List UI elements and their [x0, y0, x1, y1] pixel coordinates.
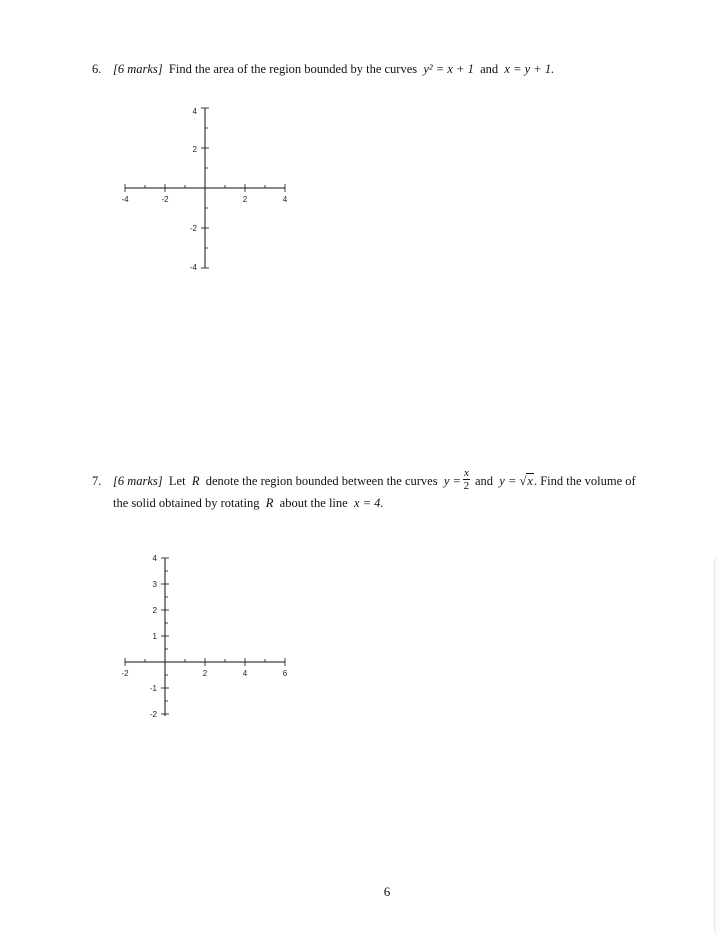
page-number: 6 [383, 884, 391, 899]
y-tick-label: -2 [149, 710, 157, 719]
x-tick-label: -4 [121, 195, 129, 204]
equation-1: y² = x + 1 [423, 62, 474, 76]
problem-text: . Find the volume of [533, 473, 636, 488]
x-tick-label: 4 [242, 669, 248, 678]
graph-problem-6 [115, 100, 295, 275]
y-tick-label: -4 [189, 263, 197, 272]
fraction [463, 468, 470, 492]
line-equation: x = 4. [353, 496, 384, 510]
y-tick-label: 3 [152, 580, 157, 589]
connector-text: and [474, 473, 494, 488]
page-edge [714, 558, 719, 934]
equation-2-lhs: y = [499, 473, 517, 488]
y-tick-label: 2 [152, 606, 157, 615]
equation-1-lhs: y = [443, 473, 461, 488]
equation-2: x = y + 1. [504, 62, 555, 76]
y-tick-label: 4 [192, 107, 197, 116]
x-tick-label: 2 [202, 669, 208, 678]
graph-problem-7 [115, 550, 295, 725]
x-tick-label: 6 [282, 669, 288, 678]
x-tick-label: 4 [282, 195, 288, 204]
problem-number: 6. [92, 62, 102, 76]
problem-text: denote the region bounded between the curves [205, 473, 438, 488]
region-symbol: R [265, 496, 274, 510]
sqrt-argument: x [527, 473, 533, 488]
x-tick-label: -2 [121, 669, 129, 678]
problem-line-1 [92, 467, 692, 494]
region-symbol: R [191, 473, 200, 488]
problem-text: Let [168, 473, 186, 488]
x-tick-label: 2 [242, 195, 248, 204]
y-tick-label: -2 [189, 224, 197, 233]
y-tick-label: 1 [152, 632, 157, 641]
sqrt-symbol: √ [519, 473, 527, 488]
y-tick-label: 2 [192, 145, 197, 154]
problem-number: 7. [92, 473, 102, 488]
marks-label: [6 marks] [113, 473, 163, 488]
y-tick-label: -1 [149, 684, 157, 693]
y-tick-label: 4 [152, 554, 157, 563]
marks-label: [6 marks] [113, 62, 163, 76]
problem-text: the solid obtained by rotating [113, 496, 260, 510]
problem-7 [92, 467, 692, 513]
problem-text: Find the area of the region bounded by the curves [168, 62, 418, 76]
x-tick-label: -2 [161, 195, 169, 204]
problem-line-2 [92, 494, 692, 513]
fraction-numerator: x [463, 467, 469, 479]
connector-text: and [480, 62, 499, 76]
fraction-denominator: 2 [463, 480, 470, 492]
problem-6 [92, 60, 692, 79]
problem-text: about the line [279, 496, 348, 510]
